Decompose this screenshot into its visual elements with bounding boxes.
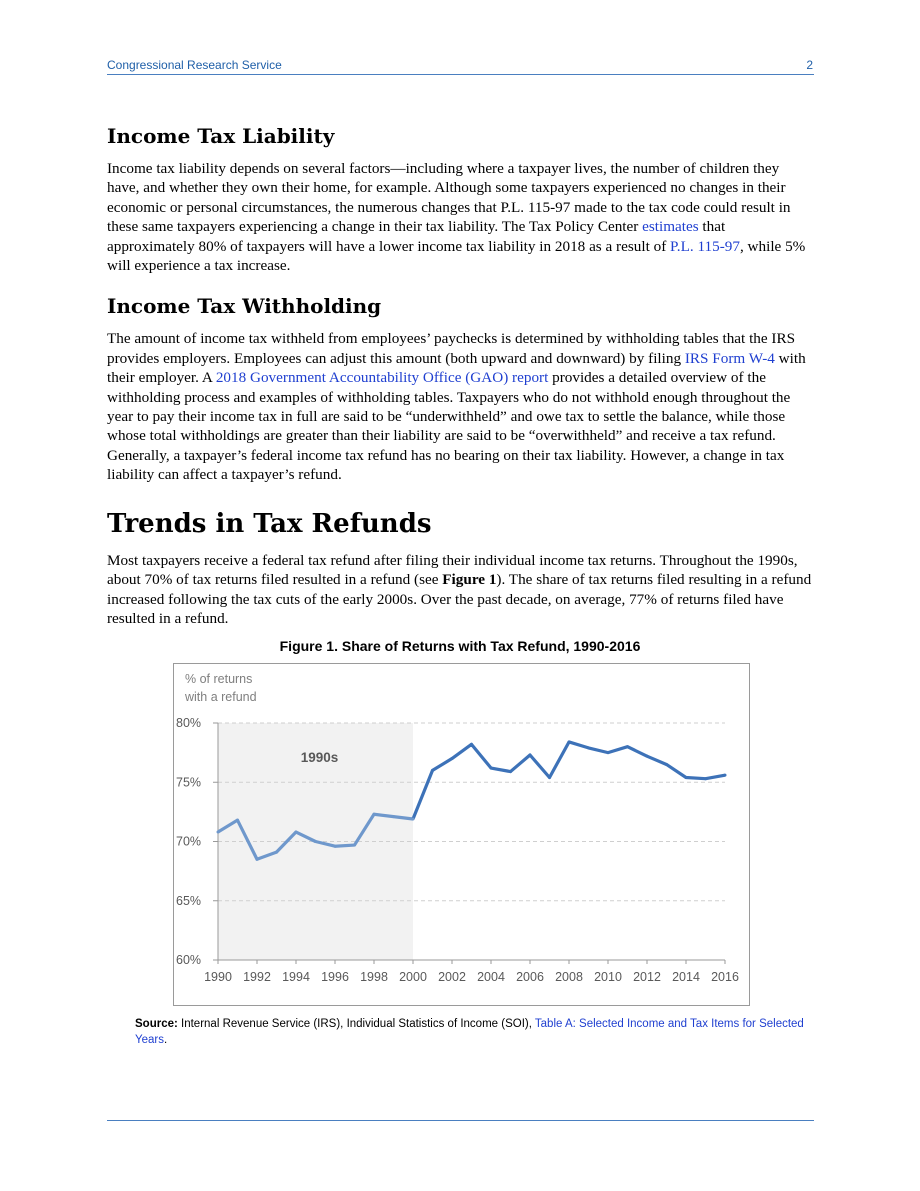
figure-title: Figure 1. Share of Returns with Tax Refund, 1990-2016 [279, 638, 641, 654]
heading-liability: Income Tax Liability [107, 124, 335, 148]
shaded-region-label: 1990s [300, 750, 339, 765]
footer-rule [107, 1120, 814, 1121]
data-point [275, 851, 278, 854]
y-axis-label: with a refund [185, 690, 257, 704]
x-tick-label: 1998 [360, 970, 388, 984]
x-tick-label: 2014 [672, 970, 700, 984]
source-text: Internal Revenue Service (IRS), Individual Statistics of Income (SOI), [177, 1018, 535, 1030]
source-label: Source: [135, 1018, 178, 1030]
data-point [373, 813, 376, 816]
data-point [548, 776, 551, 779]
x-tick-label: 1992 [243, 970, 271, 984]
line-chart [174, 664, 749, 1005]
data-point [626, 745, 629, 748]
heading-trends: Trends in Tax Refunds [107, 508, 432, 539]
header-org: Congressional Research Service [107, 58, 282, 72]
data-point [256, 858, 259, 861]
data-point [509, 770, 512, 773]
main-content [107, 123, 813, 628]
y-tick-label: 80% [176, 716, 202, 730]
y-tick-label: 70% [176, 834, 202, 849]
data-point [451, 757, 454, 760]
y-tick-label: 60% [176, 953, 202, 967]
data-point [490, 767, 493, 770]
header-rule [107, 74, 814, 75]
data-point [529, 753, 532, 756]
data-point [665, 763, 668, 766]
paragraph-trends [107, 551, 813, 629]
data-point [236, 819, 239, 822]
data-point [334, 845, 337, 848]
data-point [217, 831, 220, 834]
page-number: 2 [806, 58, 813, 72]
link-gao-report[interactable]: 2018 Government Accountability Office (GAO) report [215, 369, 549, 387]
x-tick-label: 2000 [399, 970, 427, 984]
y-tick-label: 65% [176, 893, 202, 908]
text: provides a detailed overview of the withholding process and examples of withholding tables. Taxpayers who do not withhold enough throughout the year to pay their income tax in full are said to be “underwithheld” and owe tax to settle the balance, while those whose total withholdings are greater than their liability are said to be “overwithheld” and receive a tax refund. Generally, a taxpayer’s federal income tax refund has no bearing on their tax liability. However, a change in tax liability can affect a taxpayer’s refund. [107, 369, 791, 484]
data-point [704, 777, 707, 780]
data-point [431, 769, 434, 772]
data-point [685, 776, 688, 779]
source-end: . [164, 1034, 168, 1046]
page-header [107, 58, 813, 74]
paragraph-liability [107, 159, 813, 275]
y-axis-label: % of returns [185, 672, 253, 686]
data-point [353, 844, 356, 847]
data-point [587, 746, 590, 749]
x-tick-label: 2012 [633, 970, 661, 984]
x-tick-label: 2016 [711, 970, 739, 984]
x-tick-label: 2002 [438, 970, 466, 984]
series-line-2000s [413, 742, 725, 819]
data-point [295, 831, 298, 834]
text: with their employer. A [107, 349, 806, 387]
data-point [607, 751, 610, 754]
paragraph-withholding [107, 329, 813, 484]
text: Most taxpayers receive a federal tax refund after filing their individual income tax returns. Throughout the 1990s, about 70% of tax returns filed resulted in a refund (see [107, 551, 798, 589]
text: The amount of income tax withheld from employees’ paychecks is determined by withholding tables that the IRS provides employers. Employees can adjust this amount (both upward and downward) by filing [107, 330, 796, 367]
x-tick-label: 1990 [204, 970, 232, 984]
link-pl-115-97[interactable]: P.L. 115-97 [670, 237, 740, 255]
text: ). The share of tax returns filed resulting in a refund increased following the tax cuts of the early 2000s. Over the past decade, on average, 77% of returns filed have resulted in a refund. [107, 571, 812, 627]
text: that approximately 80% of taxpayers will have a lower income tax liability in 2018 as a result of [107, 218, 726, 255]
figure-ref: Figure 1 [442, 571, 497, 589]
data-point [568, 740, 571, 743]
data-point [646, 755, 649, 758]
x-tick-label: 1994 [282, 970, 310, 984]
source-link[interactable]: Table A: Selected Income and Tax Items for Selected Years [135, 1018, 804, 1046]
figure-source [135, 1016, 815, 1048]
data-point [392, 815, 395, 818]
text: , while 5% will experience a tax increase. [107, 237, 806, 275]
data-point [470, 743, 473, 746]
x-tick-label: 1996 [321, 970, 349, 984]
y-tick-label: 75% [176, 775, 202, 790]
x-tick-label: 2010 [594, 970, 622, 984]
x-tick-label: 2006 [516, 970, 544, 984]
data-point [412, 817, 415, 820]
link-estimates[interactable]: estimates [642, 218, 699, 236]
heading-withholding: Income Tax Withholding [107, 294, 382, 319]
x-tick-label: 2008 [555, 970, 583, 984]
link-irs-form-w4[interactable]: IRS Form W-4 [684, 349, 775, 367]
data-point [314, 840, 317, 843]
text: Income tax liability depends on several factors—including where a taxpayer lives, the number of children they have, and whether they own their home, for example. Although some taxpayers experienced no changes in their economic or personal circumstances, the numerous changes that P.L. 115-97 made to the tax code could result in these same taxpayers experiencing a change in their tax liability. The Tax Policy Center [107, 160, 791, 236]
chart-frame [173, 663, 750, 1006]
data-point [724, 774, 727, 777]
x-tick-label: 2004 [477, 970, 505, 984]
